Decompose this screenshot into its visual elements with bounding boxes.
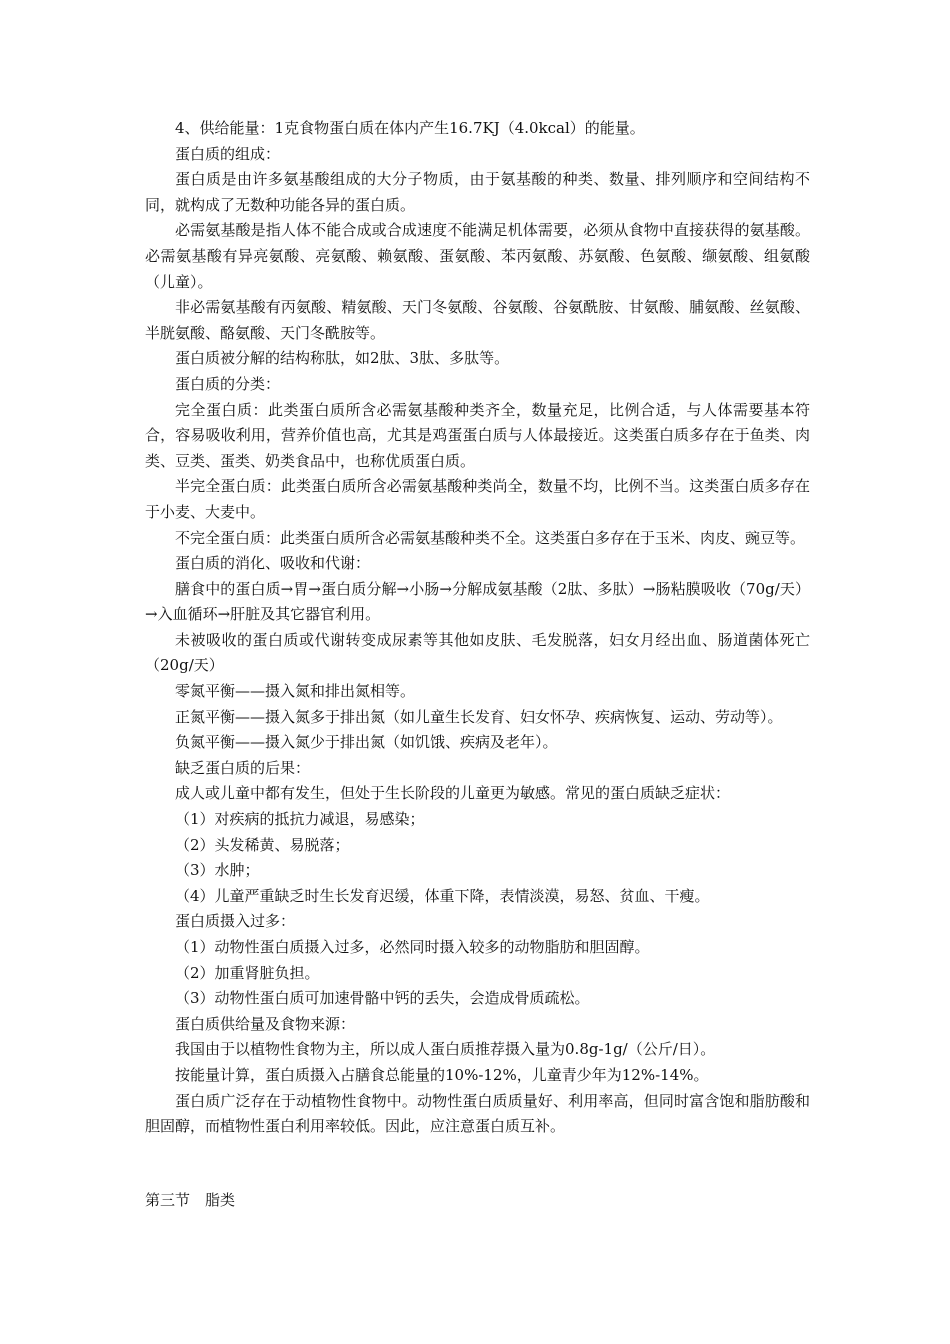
paragraph: 蛋白质的组成：: [175, 144, 281, 163]
list-item: （1）动物性蛋白质摄入过多，必然同时摄入较多的动物脂肪和胆固醇。: [175, 938, 650, 956]
section-heading: 第三节 脂类: [145, 1191, 236, 1209]
paragraph: 半完全蛋白质：此类蛋白质所含必需氨基酸种类尚全，数量不均，比例不当。这类蛋白质多存在于小麦、大麦中。: [145, 477, 810, 521]
list-item: （2）头发稀黄、易脱落；: [175, 835, 350, 854]
paragraph: 零氮平衡——摄入氮和排出氮相等。: [175, 682, 416, 701]
paragraph: 蛋白质的消化、吸收和代谢：: [175, 554, 371, 573]
paragraph: 非必需氨基酸有丙氨酸、精氨酸、天门冬氨酸、谷氨酸、谷氨酰胺、甘氨酸、脯氨酸、丝氨酸、半胱氨酸、酪氨酸、天门冬酰胺等。: [145, 298, 810, 342]
list-item: （3）水肿；: [175, 861, 260, 880]
paragraph: 未被吸收的蛋白质或代谢转变成尿素等其他如皮肤、毛发脱落，妇女月经出血、肠道菌体死亡（20g/天）: [145, 630, 810, 675]
paragraph: 蛋白质广泛存在于动植物性食物中。动物性蛋白质质量好、利用率高，但同时富含饱和脂肪酸和胆固醇，而植物性蛋白利用率较低。因此，应注意蛋白质互补。: [145, 1091, 810, 1136]
paragraph: 4、供给能量：1克食物蛋白质在体内产生16.7KJ（4.0kcal）的能量。: [175, 119, 645, 137]
list-item: （2）加重肾脏负担。: [175, 963, 320, 982]
paragraph: 按能量计算，蛋白质摄入占膳食总能量的10%-12%，儿童青少年为12%-14%。: [175, 1065, 709, 1084]
paragraph: 完全蛋白质：此类蛋白质所含必需氨基酸种类齐全，数量充足，比例合适，与人体需要基本符合，容易吸收利用，营养价值也高，尤其是鸡蛋蛋白质与人体最接近。这类蛋白质多存在于鱼类、肉类、豆类、蛋类、奶类食品中，也称优质蛋白质。: [145, 400, 810, 470]
paragraph: 蛋白质的分类：: [175, 374, 281, 393]
paragraph: 正氮平衡——摄入氮多于排出氮（如儿童生长发育、妇女怀孕、疾病恢复、运动、劳动等）。: [175, 707, 783, 726]
paragraph: 蛋白质是由许多氨基酸组成的大分子物质，由于氨基酸的种类、数量、排列顺序和空间结构不同，就构成了无数种功能各异的蛋白质。: [145, 170, 810, 214]
paragraph: 不完全蛋白质：此类蛋白质所含必需氨基酸种类不全。这类蛋白多存在于玉米、肉皮、豌豆等。: [175, 528, 806, 547]
paragraph: 蛋白质摄入过多：: [175, 912, 296, 931]
paragraph: 膳食中的蛋白质→胃→蛋白质分解→小肠→分解成氨基酸（2肽、多肽）→肠粘膜吸收（70g/天）→入血循环→肝脏及其它器官利用。: [145, 579, 810, 624]
paragraph: 必需氨基酸是指人体不能合成或合成速度不能满足机体需要，必须从食物中直接获得的氨基酸。必需氨基酸有异亮氨酸、亮氨酸、赖氨酸、蛋氨酸、苯丙氨酸、苏氨酸、色氨酸、缬氨酸、组氨酸（儿童）。: [145, 221, 810, 291]
list-item: （3）动物性蛋白质可加速骨骼中钙的丢失，会造成骨质疏松。: [175, 989, 590, 1008]
paragraph: 缺乏蛋白质的后果：: [175, 758, 311, 777]
list-item: （4）儿童严重缺乏时生长发育迟缓，体重下降，表情淡漠，易怒、贫血、干瘦。: [175, 886, 710, 905]
paragraph: 蛋白质被分解的结构称肽，如2肽、3肽、多肽等。: [175, 349, 510, 368]
body-text: [145, 116, 810, 1140]
paragraph: 负氮平衡——摄入氮少于排出氮（如饥饿、疾病及老年）。: [175, 733, 558, 752]
list-item: （1）对疾病的抵抗力减退，易感染；: [175, 810, 425, 829]
paragraph: 成人或儿童中都有发生，但处于生长阶段的儿童更为敏感。常见的蛋白质缺乏症状：: [175, 784, 731, 803]
paragraph: 蛋白质供给量及食物来源：: [175, 1014, 356, 1033]
paragraph: 我国由于以植物性食物为主，所以成人蛋白质推荐摄入量为0.8g-1g/（公斤/日）。: [175, 1040, 716, 1059]
